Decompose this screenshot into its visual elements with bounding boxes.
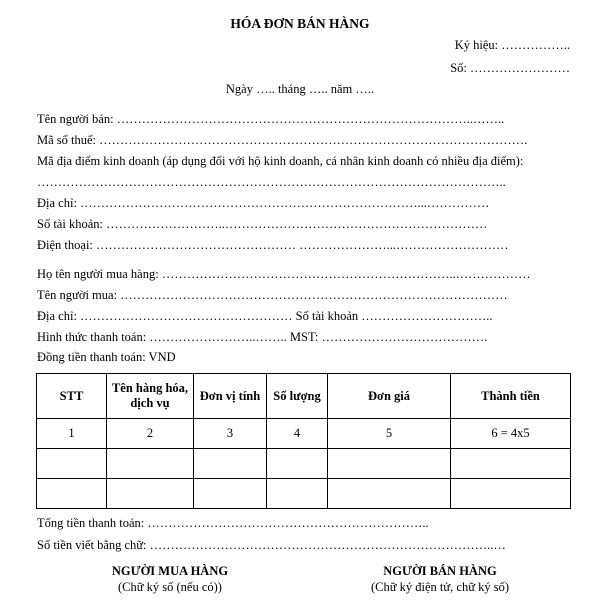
col-header-amount: Thành tiền bbox=[451, 374, 571, 419]
total-amount-line: Tổng tiền thanh toán: ………………………………………………………….. bbox=[37, 516, 429, 530]
seller-account-line: Số tài khoản: ………………………..……………………………………………………… bbox=[37, 217, 488, 231]
col-header-unit: Đơn vị tính bbox=[194, 374, 267, 419]
seller-tax-code-line: Mã số thuế: …………………………………………………………………………………………. bbox=[37, 133, 528, 147]
seller-phone-line: Điện thoại: ………………………………………… …………………...……………………… bbox=[37, 238, 509, 252]
column-number: 2 bbox=[107, 419, 194, 449]
business-location-code-line: Mã địa điểm kinh doanh (áp dụng đối với hộ kinh doanh, cá nhân kinh doanh có nhiều địa điểm): bbox=[37, 154, 524, 168]
column-number: 1 bbox=[37, 419, 107, 449]
seller-signature-title: NGƯỜI BÁN HÀNG bbox=[383, 564, 497, 578]
buyer-fullname-line: Họ tên người mua hàng: ……………………………………………………………..……………… bbox=[37, 267, 531, 281]
table-cell bbox=[107, 449, 194, 479]
invoice-table bbox=[36, 373, 571, 509]
column-number: 5 bbox=[328, 419, 451, 449]
table-header-row bbox=[37, 374, 571, 419]
col-header-item-name: Tên hàng hóa, dịch vụ bbox=[107, 374, 194, 419]
table-cell bbox=[37, 479, 107, 509]
buyer-name-line: Tên người mua: ………………………………………………………………………………… bbox=[37, 288, 508, 302]
col-header-unit-price: Đơn giá bbox=[328, 374, 451, 419]
invoice-title: HÓA ĐƠN BÁN HÀNG bbox=[230, 16, 370, 31]
table-cell bbox=[451, 479, 571, 509]
currency-line: Đồng tiền thanh toán: VND bbox=[37, 350, 176, 364]
table-cell bbox=[194, 449, 267, 479]
payment-method-line: Hình thức thanh toán: ……………………..…….. MST: …………………………………. bbox=[37, 330, 488, 344]
table-cell bbox=[451, 449, 571, 479]
number-field: Số: …………………… bbox=[450, 61, 570, 75]
business-location-code-dots: ………………………………………………………………………………………………….. bbox=[37, 175, 506, 189]
seller-signature-note: (Chữ ký điện tử, chữ ký số) bbox=[370, 580, 510, 594]
seller-name-line: Tên người bán: …………………………………………………………………………..…….. bbox=[37, 112, 505, 126]
table-cell bbox=[37, 449, 107, 479]
table-cell bbox=[328, 479, 451, 509]
table-cell bbox=[328, 449, 451, 479]
symbol-field: Ký hiệu: …………….. bbox=[454, 38, 570, 52]
column-number: 3 bbox=[194, 419, 267, 449]
date-line: Ngày ….. tháng ….. năm ….. bbox=[225, 82, 375, 96]
table-cell bbox=[107, 479, 194, 509]
table-row bbox=[37, 479, 571, 509]
column-number-row bbox=[37, 419, 571, 449]
buyer-signature-title: NGƯỜI MUA HÀNG bbox=[111, 564, 229, 578]
col-header-quantity: Số lượng bbox=[267, 374, 328, 419]
table-cell bbox=[267, 479, 328, 509]
buyer-signature-note: (Chữ ký số (nếu có)) bbox=[118, 580, 222, 594]
seller-address-line: Địa chỉ: ………………………………………………………………………...…………… bbox=[37, 196, 490, 210]
column-number: 4 bbox=[267, 419, 328, 449]
column-number: 6 = 4x5 bbox=[451, 419, 571, 449]
col-header-stt: STT bbox=[37, 374, 107, 419]
amount-in-words-line: Số tiền viết bằng chữ: ………………………………………………………………………..… bbox=[37, 538, 506, 552]
table-row bbox=[37, 449, 571, 479]
table-cell bbox=[194, 479, 267, 509]
buyer-address-account-line: Địa chỉ: …………………………………………… Số tài khoản ………………………….. bbox=[37, 309, 493, 323]
table-cell bbox=[267, 449, 328, 479]
